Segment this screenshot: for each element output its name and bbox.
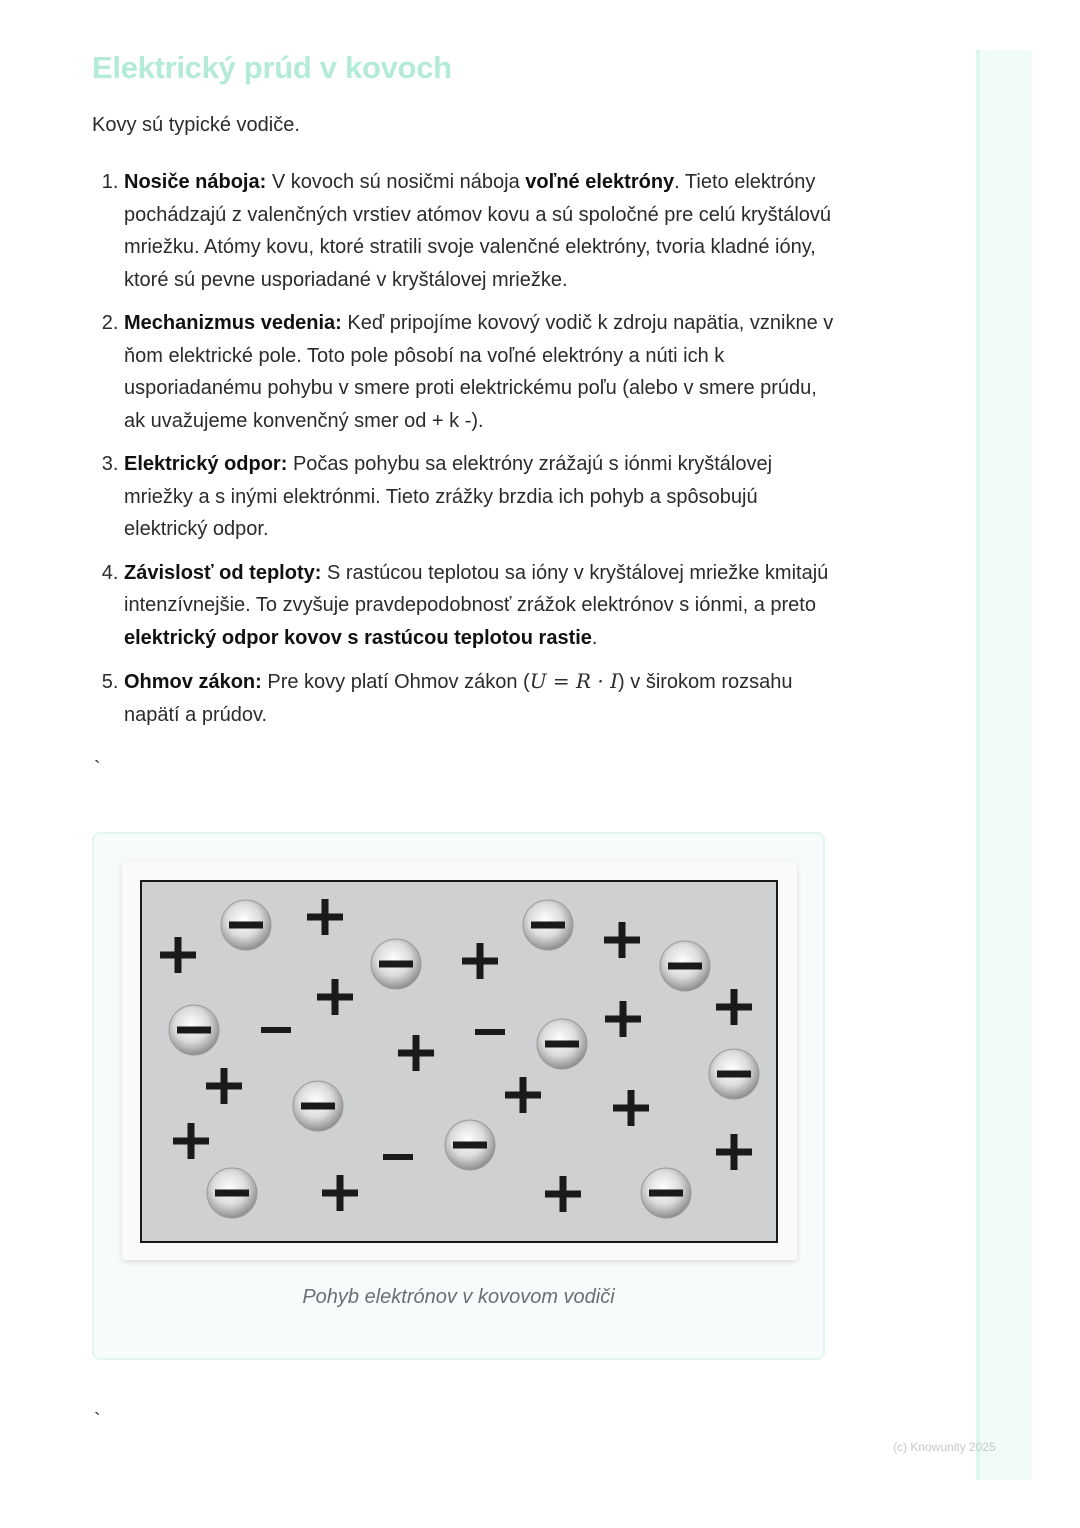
free-electron-icon: [641, 1168, 691, 1218]
free-electron-icon: [660, 941, 710, 991]
item-term: Nosiče náboja:: [124, 171, 267, 193]
item-term: Ohmov zákon:: [124, 671, 262, 693]
free-electron-icon: [293, 1081, 343, 1131]
stray-backtick: `: [94, 758, 101, 780]
ohm-formula: U = R · I: [529, 669, 619, 693]
item-term: Závislosť od teploty:: [124, 561, 322, 584]
intro-text: Kovy sú typické vodiče.: [92, 114, 300, 136]
free-electron-icon: [371, 939, 421, 989]
negative-charge-icon: [261, 1027, 291, 1033]
stray-backtick: `: [94, 1410, 101, 1432]
metal-lattice-diagram: [140, 880, 779, 1244]
list-item: 4. Závislosť od teploty: S rastúcou teplotou sa ióny v kryštálovej mriežke kmitajú intenzívnejšie. To zvyšuje pravdepodobnosť zrážok elektrónov s iónmi, a preto elektrický odpor kovov s rastúcou teplotou rastie.: [124, 557, 834, 655]
list-item: 5. Ohmov zákon: Pre kovy platí Ohmov zákon (U = R · I) v širokom rozsahu napätí a prúdov.: [124, 665, 834, 731]
free-electron-icon: [523, 900, 573, 950]
free-electron-icon: [221, 900, 271, 950]
page-title: Elektrický prúd v kovoch: [92, 50, 452, 85]
free-electron-icon: [537, 1019, 587, 1069]
figure-caption: Pohyb elektrónov v kovovom vodiči: [302, 1286, 615, 1308]
list-item: 3. Elektrický odpor: Počas pohybu sa elektróny zrážajú s iónmi kryštálovej mriežky a s inými elektrónmi. Tieto zrážky brzdia ich pohyb a spôsobujú elektrický odpor.: [124, 448, 834, 546]
side-accent-strip: [976, 50, 1032, 1480]
item-term: Mechanizmus vedenia:: [124, 312, 342, 334]
negative-charge-icon: [475, 1029, 505, 1035]
free-electron-icon: [445, 1120, 495, 1170]
free-electron-icon: [207, 1168, 257, 1218]
side-accent-line: [976, 50, 980, 1480]
properties-list: [124, 166, 834, 742]
footer-copyright: (c) Knowunity 2025: [893, 1440, 996, 1454]
free-electron-icon: [709, 1049, 759, 1099]
free-electron-icon: [169, 1005, 219, 1055]
list-item: 2. Mechanizmus vedenia: Keď pripojíme kovový vodič k zdroju napätia, vznikne v ňom elektrické pole. Toto pole pôsobí na voľné elektróny a núti ich k usporiadanému pohybu v smere proti elektrickému poľu (alebo v smere prúdu, ak uvažujeme konvenčný smer od + k -).: [124, 307, 834, 437]
negative-charge-icon: [383, 1154, 413, 1160]
item-term: Elektrický odpor:: [124, 453, 288, 475]
list-item: 1. Nosiče náboja: V kovoch sú nosičmi náboja voľné elektróny. Tieto elektróny pochádzajú z valenčných vrstiev atómov kovu a sú spoločné pre celú kryštálovú mriežku. Atómy kovu, ktoré stratili svoje valenčné elektróny, tvoria kladné ióny, ktoré sú pevne usporiadané v kryštálovej mriežke.: [124, 166, 834, 296]
